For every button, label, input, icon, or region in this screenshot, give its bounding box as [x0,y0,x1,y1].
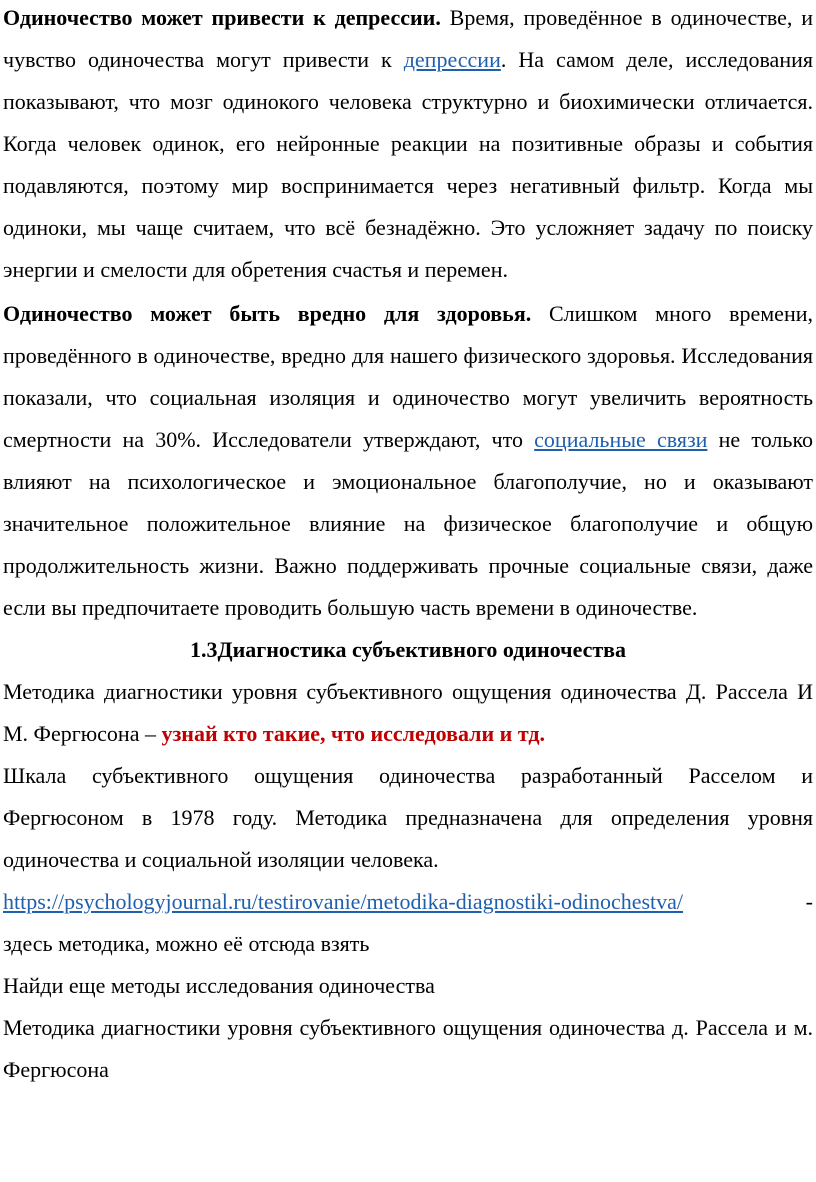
paragraph-text: не только влияют на психологическое и эмоциональное благополучие, но и оказывают значительное положительное влияние на физическое благополучие и общую продолжительность жизни. Важно поддерживать прочные социальные связи, даже если вы предпочитаете проводить большую часть времени в одиночестве. [3,427,814,620]
url-dash: - [805,889,813,914]
document-page [3,0,813,1091]
red-note: узнай кто такие, что исследовали и тд. [161,721,545,746]
paragraph-method [3,671,813,755]
section-heading [3,629,813,671]
paragraph-lead-health: Одиночество может быть вредно для здоровья. [3,301,532,326]
url-note: здесь методика, можно её отсюда взять [3,931,370,956]
paragraph-scale: Шкала субъективного ощущения одиночества разработанный Расселом и Фергюсоном в 1978 году. Методика предназначена для определения уровня одиночества и социальной изоляции человека. [3,763,813,872]
paragraph-lead-depression: Одиночество может привести к депрессии. [3,5,441,30]
paragraph-final: Методика диагностики уровня субъективного ощущения одиночества д. Рассела и м. Фергюсона [3,1015,813,1082]
social-connections-link[interactable]: социальные связи [534,427,708,452]
paragraph-text: Время, проведённое в одиночестве, и чувство одиночества могут привести к [3,5,813,72]
paragraph-text: . На самом деле, исследования показывают, что мозг одинокого человека структурно и биохимически отличается. Когда человек одинок, его нейронные реакции на позитивные образы и события подавляются, поэтому мир воспринимается через негативный фильтр. Когда мы одиноки, мы чаще считаем, что всё безнадёжно. Это усложняет задачу по поиску энергии и смелости для обретения счастья и перемен. [3,47,813,282]
paragraph-find-more: Найди еще методы исследования одиночества [3,973,435,998]
heading-number: 1.3 [189,637,218,662]
url-line [3,881,813,923]
heading-title: Диагностика субъективного одиночества [217,637,627,662]
paragraph-depression [3,0,813,291]
paragraph-text: Методика диагностики уровня субъективного ощущения одиночества Д. Рассела И М. Фергюсона – [3,679,813,746]
methodology-url-link[interactable]: https://psychologyjournal.ru/testirovanie/metodika-diagnostiki-odinochestva/ [3,889,684,914]
paragraph-health [3,293,813,629]
depression-link[interactable]: депрессии [403,47,501,72]
paragraph-text: Слишком много времени, проведённого в одиночестве, вредно для нашего физического здоровья. Исследования показали, что социальная изоляция и одиночество могут увеличить вероятность смертности на 30%. Исследователи утверждают, что [3,301,813,452]
